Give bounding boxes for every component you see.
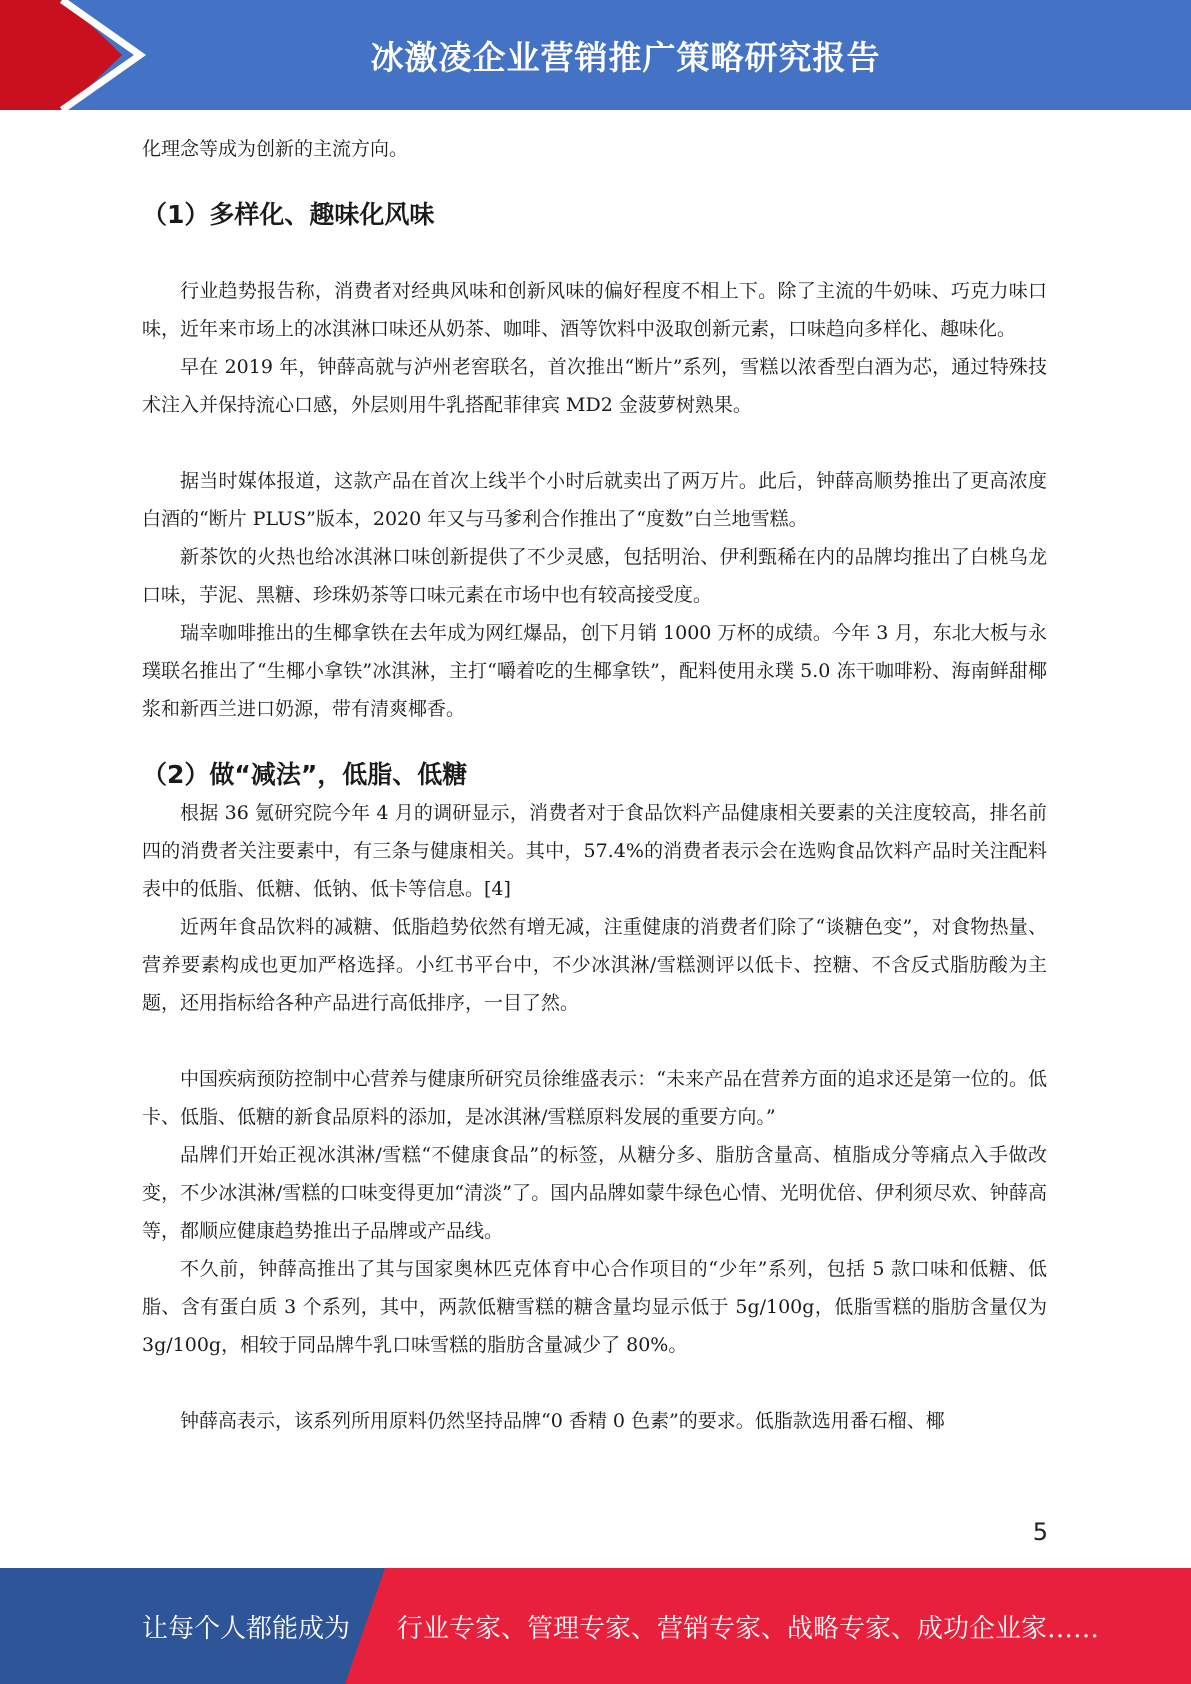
page-header <box>0 0 1191 110</box>
paragraph: 近两年食品饮料的减糖、低脂趋势依然有增无减，注重健康的消费者们除了“谈糖色变”，对食物热量、营养要素构成也更加严格选择。小红书平台中，不少冰淇淋/雪糕测评以低卡、控糖、不含反式脂肪酸为主题，还用指标给各种产品进行高低排序，一目了然。 <box>142 916 1047 1014</box>
paragraph: 钟薛高表示，该系列所用原料仍然坚持品牌“0 香精 0 色素”的要求。低脂款选用番石榴、椰 <box>180 1410 945 1432</box>
footer-slogan-left: 让每个人都能成为 <box>142 1613 351 1644</box>
document-body <box>142 130 1047 1440</box>
paragraph: 不久前，钟薛高推出了其与国家奥林匹克体育中心合作项目的“少年”系列，包括 5 款口味和低糖、低脂、含有蛋白质 3 个系列，其中，两款低糖雪糕的糖含量均显示低于 5g/100g，低脂雪糕的脂肪含量仅为 3g/100g，相较于同品牌牛乳口味雪糕的脂肪含量减少了 80%。 <box>142 1258 1047 1356</box>
footer-slogan-right: 行业专家、管理专家、营销专家、战略专家、成功企业家…… <box>397 1613 1100 1644</box>
paragraph: 行业趋势报告称，消费者对经典风味和创新风味的偏好程度不相上下。除了主流的牛奶味、巧克力味口味，近年来市场上的冰淇淋口味还从奶茶、咖啡、酒等饮料中汲取创新元素，口味趋向多样化、趣味化。 <box>142 280 1047 340</box>
paragraph: 中国疾病预防控制中心营养与健康所研究员徐维盛表示：“未来产品在营养方面的追求还是第一位的。低卡、低脂、低糖的新食品原料的添加，是冰淇淋/雪糕原料发展的重要方向。” <box>142 1068 1047 1128</box>
paragraph: 瑞幸咖啡推出的生椰拿铁在去年成为网红爆品，创下月销 1000 万杯的成绩。今年 3 月，东北大板与永璞联名推出了“生椰小拿铁”冰淇淋，主打“嚼着吃的生椰拿铁”，配料使用永璞 5.0 冻干咖啡粉、海南鲜甜椰浆和新西兰进口奶源，带有清爽椰香。 <box>142 622 1047 720</box>
paragraph: 根据 36 氪研究院今年 4 月的调研显示，消费者对于食品饮料产品健康相关要素的关注度较高，排名前四的消费者关注要素中，有三条与健康相关。其中，57.4%的消费者表示会在选购食品饮料产品时关注配料表中的低脂、低糖、低钠、低卡等信息。[4] <box>142 802 1047 900</box>
paragraph: 品牌们开始正视冰淇淋/雪糕“不健康食品”的标签，从糖分多、脂肪含量高、植脂成分等痛点入手做改变，不少冰淇淋/雪糕的口味变得更加“清淡”了。国内品牌如蒙牛绿色心情、光明优倍、伊利须尽欢、钟薛高等，都顺应健康趋势推出子品牌或产品线。 <box>142 1144 1047 1242</box>
paragraph: 据当时媒体报道，这款产品在首次上线半个小时后就卖出了两万片。此后，钟薛高顺势推出了更高浓度白酒的“断片 PLUS”版本，2020 年又与马爹利合作推出了“度数”白兰地雪糕。 <box>142 470 1047 530</box>
paragraph: 早在 2019 年，钟薛高就与泸州老窖联名，首次推出“断片”系列，雪糕以浓香型白酒为芯，通过特殊技术注入并保持流心口感，外层则用牛乳搭配菲律宾 MD2 金菠萝树熟果。 <box>142 356 1047 416</box>
report-title: 冰激凌企业营销推广策略研究报告 <box>370 37 881 77</box>
paragraph: 新茶饮的火热也给冰淇淋口味创新提供了不少灵感，包括明治、伊利甄稀在内的品牌均推出了白桃乌龙口味，芋泥、黑糖、珍珠奶茶等口味元素在市场中也有较高接受度。 <box>142 546 1047 606</box>
page-footer <box>0 1568 1191 1684</box>
section-heading-2: （2）做“减法”，低脂、低糖 <box>142 760 468 789</box>
section-heading-1: （1）多样化、趣味化风味 <box>142 200 435 229</box>
paragraph-continuation: 化理念等成为创新的主流方向。 <box>142 138 409 160</box>
page-number: 5 <box>1032 1518 1048 1546</box>
